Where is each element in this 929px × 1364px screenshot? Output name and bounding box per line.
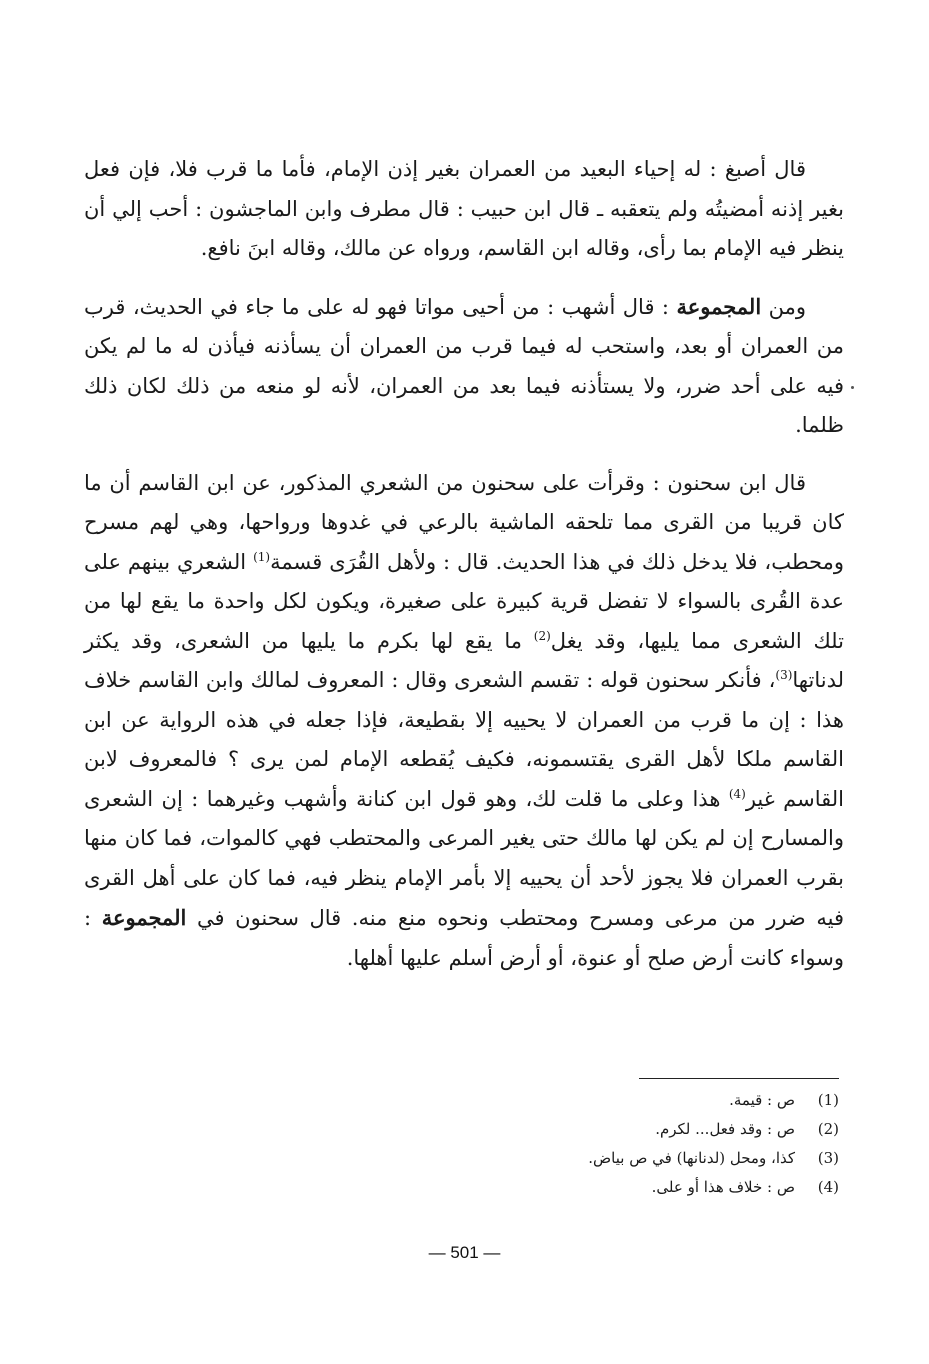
paragraph-text: ما يقع لها بكرم ما يليها من الشعرى، وقد يكثر لدناتها xyxy=(84,628,844,692)
paragraph-text: ومن xyxy=(761,294,806,319)
footnote-number: (4) xyxy=(817,1178,839,1196)
paragraph-text: هذا وعلى ما قلت لك، وهو قول ابن كنانة وأشهب وغيرهما : إن الشعرى والمسارح إن لم يكن لها مالك حتى يغير المرعى والمحتطب فهي كالموات، فما كان منها بقرب العمران فلا يجوز لأحد أن يحييه إلا بأمر الإمام ينظر فيه، فما كان على أهل القرى فيه ضرر من مرعى ومسرح ومحتطب ونحوه منع منه. قال سحنون في xyxy=(84,786,844,930)
footnote-reference[interactable]: (2) xyxy=(533,628,551,643)
footnote-divider xyxy=(639,1078,839,1079)
footnote-number: (3) xyxy=(817,1149,839,1167)
paragraph-text: قال أصبغ : له إحياء البعيد من العمران بغير إذن الإمام، فأما ما قرب فلا، فإن فعل بغير إذنه أمضيتُه ولم يتعقبه ـ قال ابن حبيب : قال مطرف وابن الماجشون : أحب إلي أن ينظر فيه الإمام بما رأى، وقاله ابن القاسم، ورواه عن مالك، وقاله ابنَ نافع. xyxy=(84,157,844,260)
paragraph-text: ، فأنكر سحنون قوله : تقسم الشعرى وقال : المعروف لمالك وابن القاسم خلاف هذا : إن ما قرب من العمران لا يحييه إلا بقطيعة، فإذا جعله في هذه الرواية عن ابن القاسم ملكا لأهل القرى يقتسمونه، فكيف يُقطعه الإمام لمن يرى ؟ فالمعروف لابن القاسم غير xyxy=(84,668,844,811)
footnote-item xyxy=(239,1115,839,1144)
footnote-reference[interactable]: (4) xyxy=(728,786,746,801)
footnote-item xyxy=(239,1086,839,1115)
footnote-reference[interactable]: (3) xyxy=(775,668,793,682)
footnote-text: كذا، ومحل (لدنانها) في ص بياض. xyxy=(588,1149,795,1167)
footnote-reference[interactable]: (1) xyxy=(253,549,271,564)
paragraph-1 xyxy=(84,150,844,269)
source-title: المجموعة xyxy=(101,905,187,930)
footnote-number: (1) xyxy=(817,1091,839,1109)
footnote-item xyxy=(239,1144,839,1173)
scan-speck xyxy=(851,386,854,389)
main-text xyxy=(84,150,844,996)
paragraph-3 xyxy=(84,464,844,979)
paragraph-text: : وسواء كانت أرض صلح أو عنوة، أو أرض أسلم عليها أهلها. xyxy=(84,906,844,970)
footnote-text: ص : خلاف هذا أو على. xyxy=(651,1178,795,1196)
page-number: — 501 — xyxy=(428,1243,501,1262)
paragraph-text: : قال أشهب : من أحيى مواتا فهو له على ما جاء في الحديث، قرب من العمران أو بعد، واستحب له فيما قرب من العمران أن يسأذنه فيأذن له ما لم يكن فيه على أحد ضرر، ولا يستأذنه فيما بعد من العمران، لأنه لو منعه من ذلك لكان ذلك ظلما. xyxy=(84,294,844,437)
footnote-text: ص : وقد فعل... لكرم. xyxy=(655,1120,795,1138)
footnote-item xyxy=(239,1173,839,1202)
paragraph-text: الشعري بينهم على عدة القُرى بالسواء لا تفضل قرية كبيرة على صغيرة، ويكون لكل واحدة ما يقع لها من تلك الشعرى مما يليها، وقد يغل xyxy=(84,549,844,653)
footnote-text: ص : قيمة. xyxy=(729,1091,795,1109)
source-title: المجموعة xyxy=(676,293,762,319)
paragraph-2 xyxy=(84,287,844,446)
footnote-number: (2) xyxy=(817,1120,839,1138)
paragraph-text: قال ابن سحنون : وقرأت على سحنون من الشعري المذكور، عن ابن القاسم أن ما كان قريبا من القرى مما تلحقه الماشية بالرعي في غدوها ورواحها، وهي لهم مسرح ومحطب، فلا يدخل ذلك في هذا الحديث. قال : ولأهل القُرَى قسمة xyxy=(84,470,844,574)
footnotes xyxy=(239,1086,839,1202)
